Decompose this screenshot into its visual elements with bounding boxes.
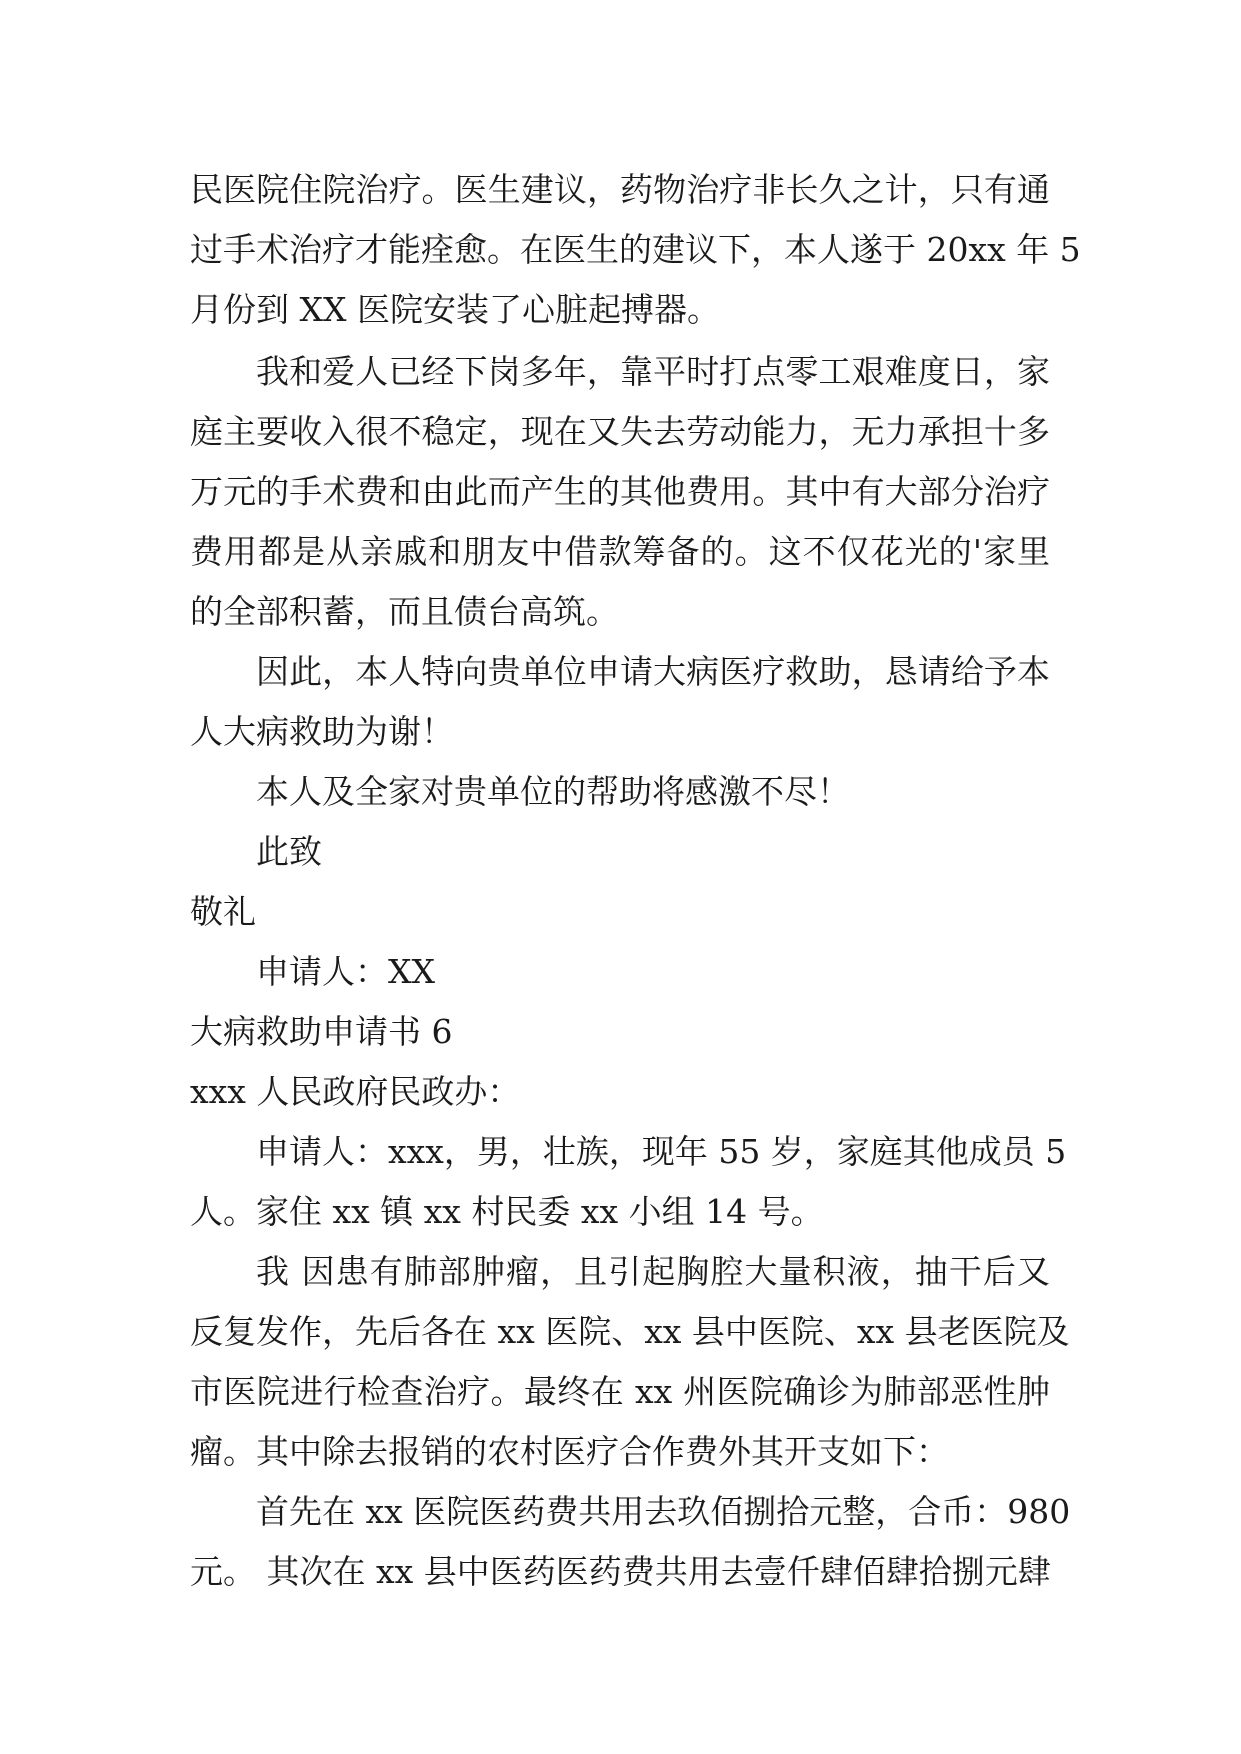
paragraph-line: 费用都是从亲戚和朋友中借款筹备的。这不仅花光的'家里 <box>190 532 1050 571</box>
paragraph-line: 我 因患有肺部肿瘤，且引起胸腔大量积液，抽干后又 <box>256 1252 1050 1291</box>
paragraph-line: 人大病救助为谢！ <box>190 712 454 751</box>
paragraph-line: 过手术治疗才能痊愈。在医生的建议下，本人遂于 20xx 年 5 <box>190 230 1081 269</box>
paragraph-line: 人。家住 xx 镇 xx 村民委 xx 小组 14 号。 <box>190 1192 824 1231</box>
applicant-signature: 申请人：XX <box>256 952 435 991</box>
paragraph-line: 民医院住院治疗。医生建议，药物治疗非长久之计，只有通 <box>190 170 1050 209</box>
paragraph-line: 我和爱人已经下岗多年，靠平时打点零工艰难度日，家 <box>256 352 1050 391</box>
closing-regards: 敬礼 <box>190 892 256 931</box>
paragraph-line: 元。 其次在 xx 县中医药医药费共用去壹仟肆佰肆拾捌元肆 <box>190 1552 1051 1591</box>
paragraph-line: 的全部积蓄，而且债台高筑。 <box>190 592 619 631</box>
paragraph-line: 市医院进行检查治疗。最终在 xx 州医院确诊为肺部恶性肿 <box>190 1372 1050 1411</box>
recipient-line: xxx 人民政府民政办： <box>190 1072 521 1111</box>
paragraph-line: 反复发作，先后各在 xx 医院、xx 县中医院、xx 县老医院及 <box>190 1312 1070 1351</box>
paragraph-line: 庭主要收入很不稳定，现在又失去劳动能力，无力承担十多 <box>190 412 1050 451</box>
document-body <box>190 160 1081 1602</box>
paragraph-line: 本人及全家对贵单位的帮助将感激不尽！ <box>256 772 850 811</box>
paragraph-line: 因此，本人特向贵单位申请大病医疗救助，恳请给予本 <box>256 652 1050 691</box>
paragraph-line: 月份到 XX 医院安装了心脏起搏器。 <box>190 290 720 329</box>
paragraph-line: 瘤。其中除去报销的农村医疗合作费外其开支如下： <box>190 1432 949 1471</box>
section-title: 大病救助申请书 6 <box>190 1012 453 1051</box>
paragraph-line: 首先在 xx 医院医药费共用去玖佰捌拾元整，合币：980 <box>256 1492 1071 1531</box>
closing-salutation: 此致 <box>256 832 322 871</box>
paragraph-line: 万元的手术费和由此而产生的其他费用。其中有大部分治疗 <box>190 472 1050 511</box>
paragraph-line: 申请人：xxx，男，壮族，现年 55 岁，家庭其他成员 5 <box>256 1132 1067 1171</box>
